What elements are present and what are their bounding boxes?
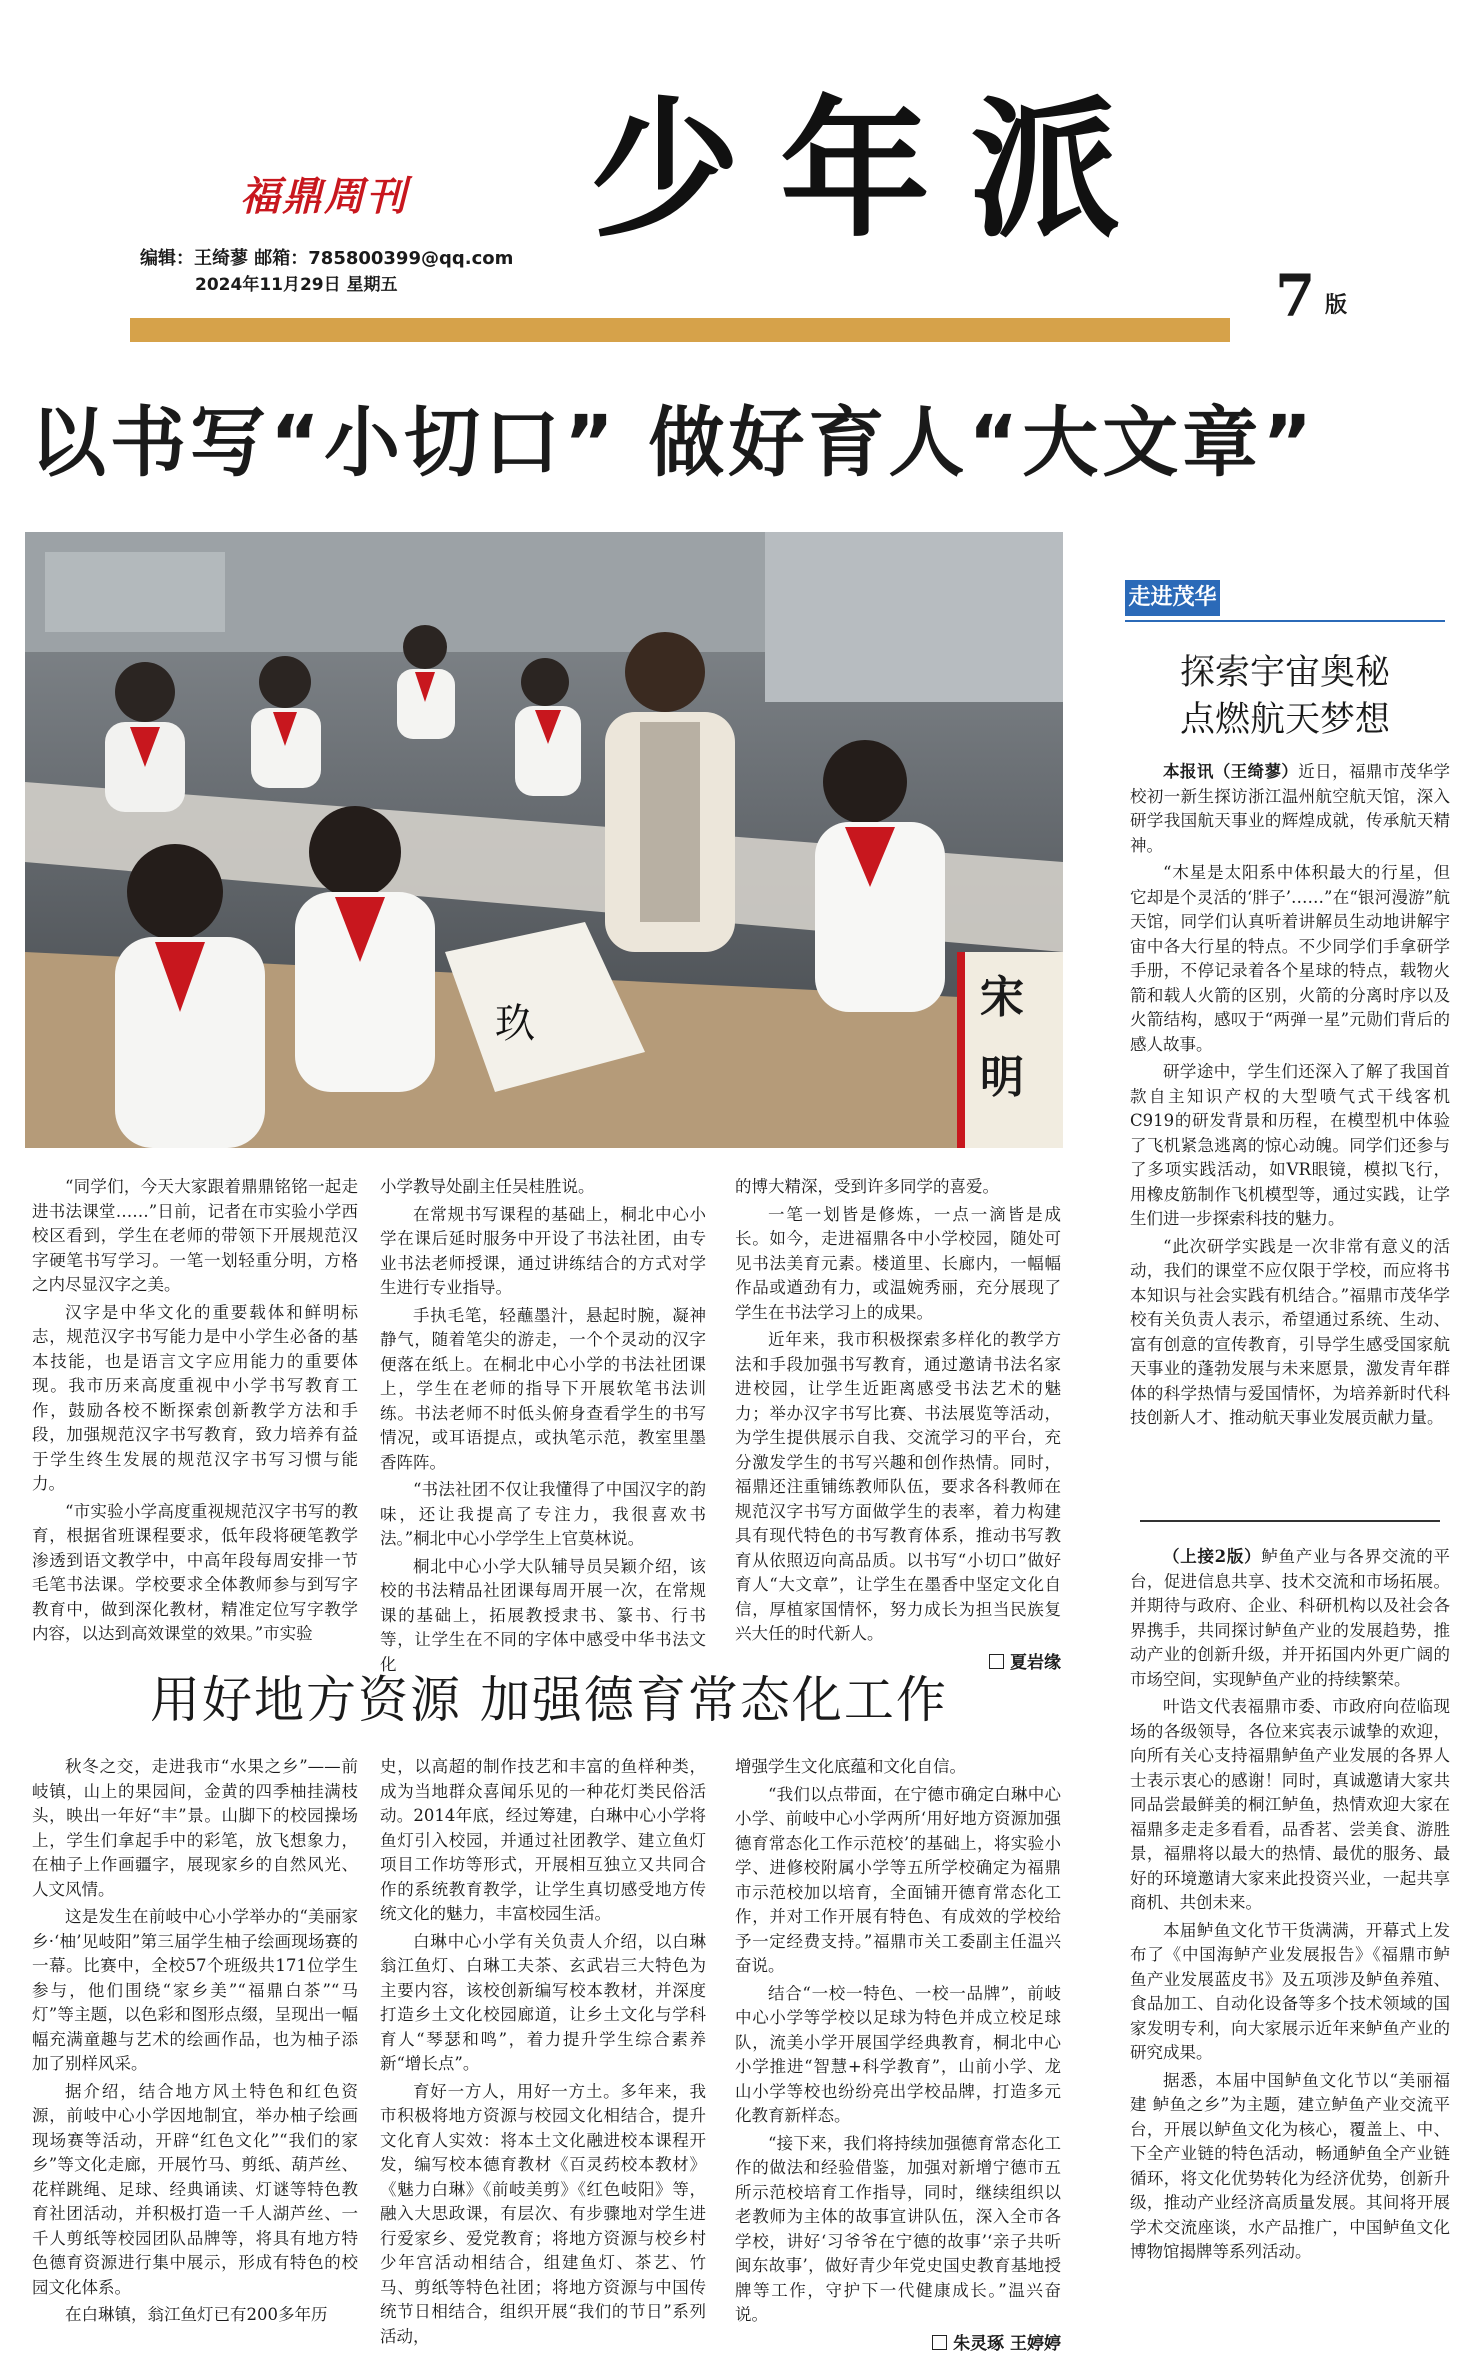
bottom-paragraph: 育好一方人，用好一方土。多年来，我市积极将地方资源与校园文化相结合，提升文化育人实效：将本土文化融进校本课程开发，编写校本德育教材《百灵药校本教材》《魅力白琳》《前岐美剪》《红色岐阳》等，融入大思政课，有层次、有步骤地对学生进行爱家乡、爱党教育；将地方资源与校乡村少年宫活动相结合，组建鱼灯、茶艺、竹马、剪纸等特色社团；将地方资源与中国传统节日相结合，组织开展“我们的节日”系列活动， — [380, 2081, 706, 2346]
bottom-paragraph: 这是发生在前岐中心小学举办的“美丽家乡·‘柚’见岐阳”第三届学生柚子绘画现场赛的一幕。比赛中，全校57个班级共171位学生参与，他们围绕“家乡美”“福鼎白茶”“马灯”等主题，以色彩和图形点缀，呈现出一幅幅充满童趣与艺术的绘画作品，也为柚子添加了别样风采。 — [32, 1907, 358, 2073]
main-paragraph: 汉字是中华文化的重要载体和鲜明标志，规范汉字书写能力是中小学生必备的基本技能，也是语言文字应用能力的重要体现。我市历来高度重视中小学书写教育工作，鼓励各校不断探索创新教学方法和手段，加强规范汉字书写教育，致力培养有益于学生终生发展的规范汉字书写习惯与能力。 — [32, 1302, 358, 1493]
main-paragraph: 桐北中心小学大队辅导员吴颖介绍，该校的书法精品社团课每周开展一次，在常规课的基础上，拓展教授隶书、篆书、行书等，让学生在不同的字体中感受中华书法文化 — [380, 1556, 706, 1674]
side-article-body — [1130, 760, 1450, 1431]
bottom-paragraph: 秋冬之交，走进我市“水果之乡”——前岐镇，山上的果园间，金黄的四季柚挂满枝头，映出一年好“丰”景。山脚下的校园操场上，学生们拿起手中的彩笔，放飞想象力，在柚子上作画疆字，展现家乡的自然风光、人文风情。 — [32, 1757, 358, 1899]
main-paragraph: 的博大精深，受到许多同学的喜爱。 — [735, 1177, 999, 1196]
bottom-article-col1 — [32, 1755, 358, 2328]
continued-paragraph: 叶诰文代表福鼎市委、市政府向莅临现场的各级领导，各位来宾表示诚挚的欢迎，向所有关心支持福鼎鲈鱼产业发展的各界人士表示衷心的感谢！同时，真诚邀请大家共同品尝最鲜美的桐江鲈鱼，热情欢迎大家在福鼎多走走多看看，品香茗、尝美食、游胜景，福鼎将以最大的热情、最优的服务、最好的环境邀请大家来此投资兴业，一起共享商机、共创未来。 — [1130, 1697, 1450, 1912]
bottom-paragraph: 白琳中心小学有关负责人介绍，以白琳翁江鱼灯、白琳工夫茶、玄武岩三大特色为主要内容，该校创新编写校本教材，并深度打造乡土文化校园廊道，让乡土文化与学科育人“琴瑟和鸣”，着力提升学生综合素养新“增长点”。 — [380, 1931, 706, 2073]
editor-line: 编辑：王绮蓼 邮箱：785800399@qq.com — [140, 248, 514, 269]
page-suffix: 版 — [1325, 293, 1348, 318]
main-paragraph: 在常规书写课程的基础上，桐北中心小学在课后延时服务中开设了书法社团，由专业书法老师授课，通过讲练结合的方式对学生进行专业指导。 — [380, 1204, 706, 1297]
continued-article-body — [1130, 1545, 1450, 2265]
bottom-paragraph: 史，以高超的制作技艺和丰富的鱼样种类，成为当地群众喜闻乐见的一种花灯类民俗活动。2014年底，经过筹建，白琳中心小学将鱼灯引入校园，并通过社团教学、建立鱼灯项目工作坊等形式，开展相互独立又共同合作的系统教育教学，让学生真切感受地方传统文化的魅力，丰富校园生活。 — [380, 1757, 706, 1923]
bottom-article-col3 — [735, 1755, 1061, 2356]
side-paragraph: 近日，福鼎市茂华学校初一新生探访浙江温州航空航天馆，深入研学我国航天事业的辉煌成就，传承航天精神。 — [1130, 762, 1450, 855]
date-line: 2024年11月29日 星期五 — [195, 275, 398, 295]
masthead-bar — [130, 318, 1230, 342]
main-paragraph: 小学教导处副主任吴桂胜说。 — [380, 1177, 595, 1196]
main-headline: 以书写“小切口” 做好育人“大文章” — [30, 398, 1317, 487]
bottom-paragraph: 结合“一校一特色、一校一品牌”，前岐中心小学等学校以足球为特色并成立校足球队，流美小学开展国学经典教育，桐北中心小学推进“智慧+科学教育”，山前小学、龙山小学等校也纷纷亮出学校品牌，打造多元化教育新样态。 — [735, 1983, 1061, 2125]
section-line — [1125, 620, 1445, 622]
side-title-line1: 探索宇宙奥秘 — [1179, 653, 1390, 693]
main-paragraph: 一笔一划皆是修炼，一点一滴皆是成长。如今，走进福鼎各中小学校园，随处可见书法美育元素。楼道里、长廊内，一幅幅作品或遒劲有力，或温婉秀丽，充分展现了学生在书法学习上的成果。 — [735, 1204, 1061, 1322]
side-lead: 本报讯（王绮蓼） — [1163, 762, 1299, 781]
main-byline-name: 夏岩缘 — [1010, 1652, 1061, 1673]
bottom-article-col2 — [380, 1755, 706, 2349]
side-paragraph: “此次研学实践是一次非常有意义的活动，我们的课堂不应仅限于学校，而应将书本知识与社会实践有机结合。”福鼎市茂华学校有关负责人表示，希望通过系统、生动、富有创意的宣传教育，引导学生感受国家航天事业的蓬勃发展与未来愿景，激发青年群体的科学热情与爱国情怀，为培养新时代科技创新人才、推动航天事业发展贡献力量。 — [1130, 1236, 1450, 1427]
section-tag: 走进茂华 — [1125, 580, 1220, 616]
side-paragraph: 研学途中，学生们还深入了解了我国首款自主知识产权的大型喷气式干线客机C919的研发背景和历程，在模型机中体验了飞机紧急逃离的惊心动魄。同学们还参与了多项实践活动，如VR眼镜，模拟飞行，用橡皮筋制作飞机模型等，通过实践，让学生们进一步探索科技的魅力。 — [1130, 1062, 1450, 1228]
bottom-paragraph: 增强学生文化底蕴和文化自信。 — [735, 1757, 966, 1776]
main-article-col2 — [380, 1175, 706, 1677]
bottom-byline — [735, 2332, 1061, 2357]
continued-paragraph: 本届鲈鱼文化节干货满满，开幕式上发布了《中国海鲈产业发展报告》《福鼎市鲈鱼产业发展蓝皮书》及五项涉及鲈鱼养殖、食品加工、自动化设备等多个技术领域的国家发明专利，向大家展示近年来鲈鱼产业的研究成果。 — [1130, 1920, 1450, 2062]
main-paragraph: “市实验小学高度重视规范汉字书写的教育，根据省班课程要求，低年段将硬笔教学渗透到语文教学中，中高年段每周安排一节毛笔书法课。学校要求全体教师参与到写字教育中，做到深化教材，精准定位写字教学内容，以达到高效课堂的效果。”市实验 — [32, 1501, 358, 1643]
bottom-headline: 用好地方资源 加强德育常态化工作 — [150, 1671, 948, 1729]
column-divider — [1140, 1520, 1440, 1522]
main-paragraph: 近年来，我市积极探索多样化的教学方法和手段加强书写教育，通过邀请书法名家进校园，让学生近距离感受书法艺术的魅力；举办汉字书写比赛、书法展览等活动，为学生提供展示自我、交流学习的平台，充分激发学生的书写兴趣和创作热情。同时，福鼎还注重铺练教师队伍，要求各科教师在规范汉字书写方面做学生的表率，着力构建具有现代特色的书写教育体系，推动书写教育从依照迈向高品质。以书写“小切口”做好育人“大文章”，让学生在墨香中坚定文化自信，厚植家国情怀，努力成长为担当民族复兴大任的时代新人。 — [735, 1330, 1061, 1643]
bottom-paragraph: “接下来，我们将持续加强德育常态化工作的做法和经验借鉴，加强对新增宁德市五所示范校培育工作指导，同时，继续组织以老教师为主体的故事宣讲队伍，深入全市各学校，讲好‘习爷爷在宁德的故事’‘亲子共听闽东故事’，做好青少年党史国史教育基地授牌等工作，守护下一代健康成长。”温兴奋说。 — [735, 2133, 1061, 2324]
photo-board-text-2: 明 — [980, 1052, 1024, 1103]
bottom-byline-name: 朱灵琢 王婷婷 — [953, 2333, 1061, 2354]
photo-illustration — [25, 532, 1063, 1148]
side-title-line2: 点燃航天梦想 — [1179, 700, 1390, 740]
brand-logo: 福鼎周刊 — [240, 173, 408, 220]
masthead-title: 少年派 — [590, 82, 1161, 258]
byline-square-icon — [932, 2335, 947, 2350]
article-photo — [25, 532, 1063, 1148]
side-article-title — [1130, 650, 1440, 744]
photo-paper-text: 玖 — [495, 1001, 535, 1047]
byline-square-icon — [989, 1654, 1004, 1669]
photo-board-text: 宋 — [980, 972, 1024, 1023]
continued-lead: （上接2版） — [1163, 1547, 1262, 1566]
main-article-col3 — [735, 1175, 1061, 1675]
bottom-paragraph: “我们以点带面，在宁德市确定白琳中心小学、前岐中心小学两所‘用好地方资源加强德育常态化工作示范校’的基础上，将实验小学、进修校附属小学等五所学校确定为福鼎市示范校加以培育，全面铺开德育常态化工作，并对工作开展有特色、有成效的学校给予一定经费支持。”福鼎市关工委副主任温兴奋说。 — [735, 1784, 1061, 1975]
page-number: 7 — [1275, 262, 1316, 330]
main-paragraph: 手执毛笔，轻蘸墨汁，悬起时腕，凝神静气，随着笔尖的游走，一个个灵动的汉字便落在纸上。在桐北中心小学的书法社团课上，学生在老师的指导下开展软笔书法训练。书法老师不时低头俯身查看学生的书写情况，或耳语提点，或执笔示范，教室里墨香阵阵。 — [380, 1305, 706, 1472]
bottom-paragraph: 在白琳镇，翁江鱼灯已有200多年历 — [65, 2305, 328, 2324]
main-article-col1 — [32, 1175, 358, 1647]
bottom-paragraph: 据介绍，结合地方风土特色和红色资源，前岐中心小学因地制宜，举办柚子绘画现场赛等活动，开辟“红色文化”“我们的家乡”等文化走廊，开展竹马、剪纸、葫芦丝、花样跳绳、足球、经典诵读、灯谜等特色教育社团活动，并积极打造一千人湖芦丝、一千人剪纸等校园团队品牌等，将具有地方特色德育资源进行集中展示，形成有特色的校园文化体系。 — [32, 2081, 358, 2297]
main-paragraph: “同学们，今天大家跟着鼎鼎铭铭一起走进书法课堂……”日前，记者在市实验小学西校区看到，学生在老师的带领下开展规范汉字硬笔书写学习。一笔一划轻重分明，方格之内尽显汉字之美。 — [32, 1177, 358, 1294]
continued-paragraph: 据悉，本届中国鲈鱼文化节以“美丽福建 鲈鱼之乡”为主题，建立鲈鱼产业交流平台，开展以鲈鱼文化为核心，覆盖上、中、下全产业链的特色活动，畅通鲈鱼全产业链循环，将文化优势转化为经济优势，创新升级，推动产业经济高质量发展。其间将开展学术交流座谈，水产品推广，中国鲈鱼文化博物馆揭牌等系列活动。 — [1130, 2070, 1450, 2261]
main-paragraph: “书法社团不仅让我懂得了中国汉字的韵味，还让我提高了专注力，我很喜欢书法。”桐北中心小学学生上官莫林说。 — [380, 1480, 706, 1548]
side-paragraph: “木星是太阳系中体积最大的行星，但它却是个灵活的‘胖子’……”在“银河漫游”航天馆，同学们认真听着讲解员生动地讲解宇宙中各大行星的特点。不少同学们手拿研学手册，不停记录着各个星球的特点，载物火箭和载人火箭的区别，火箭的分离时序以及火箭结构，感叹于“两弹一星”元勋们背后的感人故事。 — [1130, 863, 1450, 1054]
continued-paragraph: 鲈鱼产业与各界交流的平台，促进信息共享、技术交流和市场拓展。并期待与政府、企业、科研机构以及社会各界携手，共同探讨鲈鱼产业的发展趋势，推动产业的创新升级，并开拓国内外更广阔的市场空间，实现鲈鱼产业的持续繁荣。 — [1130, 1547, 1451, 1689]
